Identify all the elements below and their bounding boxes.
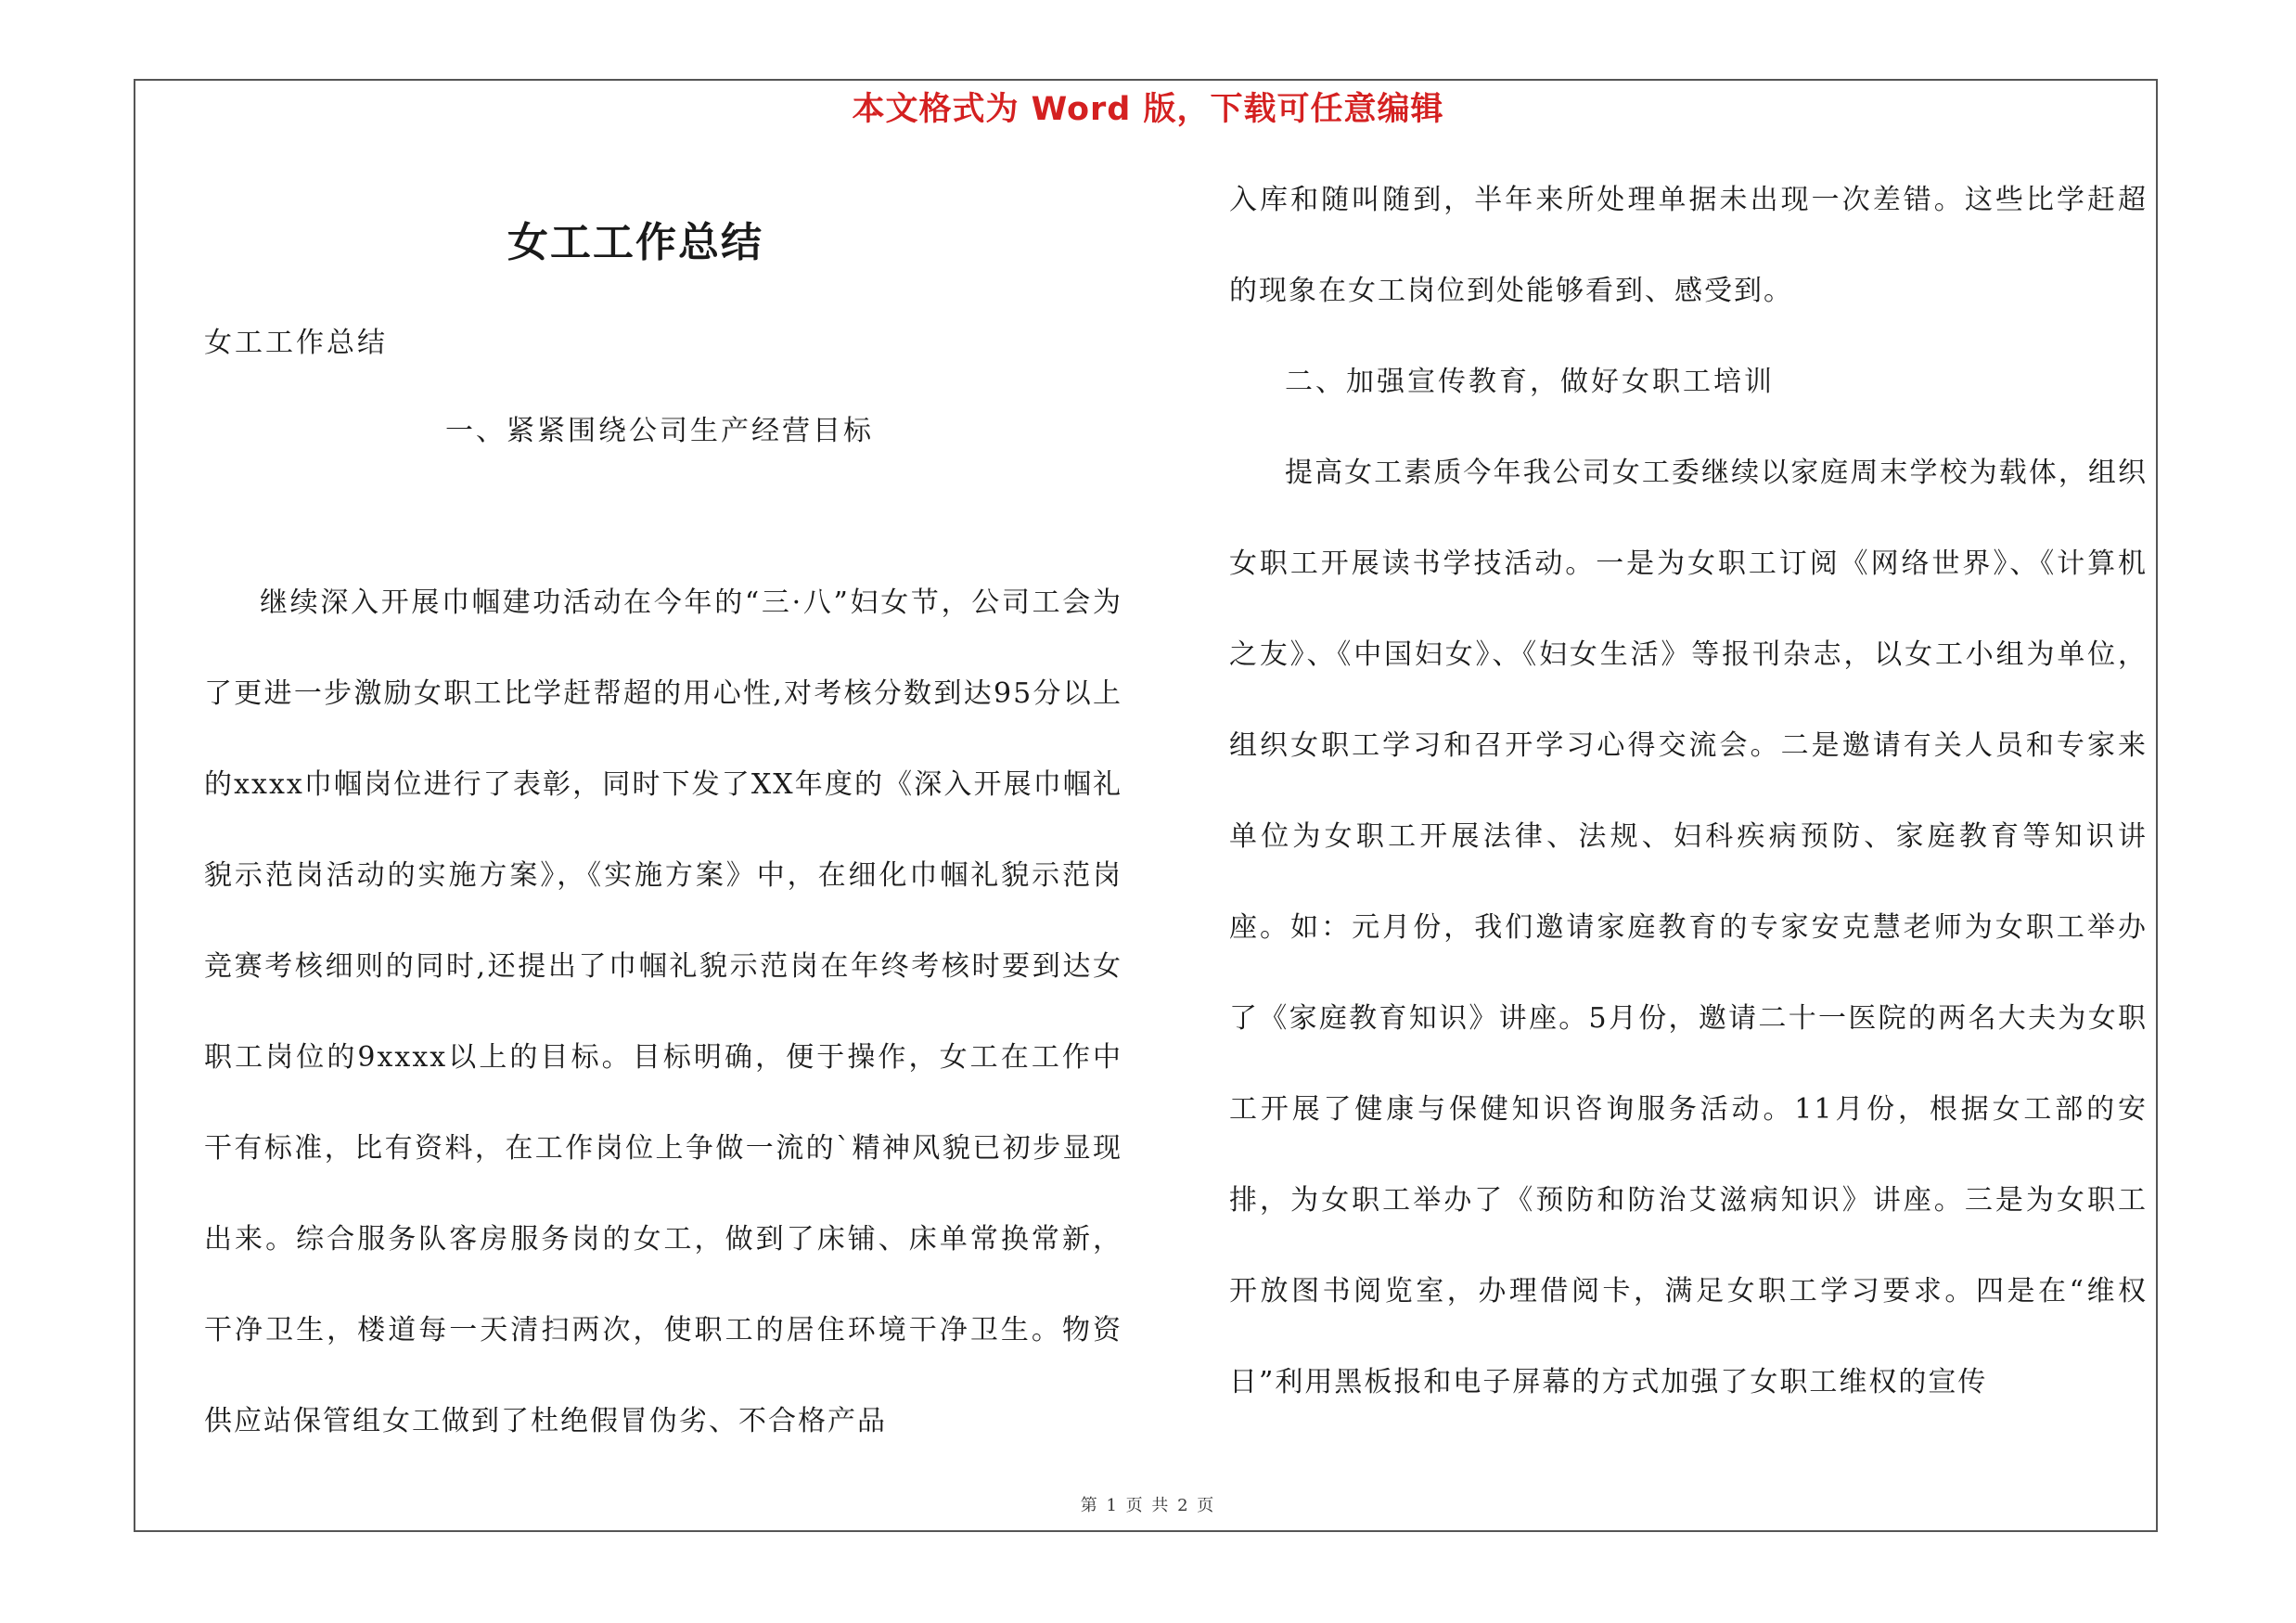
right-column bbox=[1229, 181, 2148, 1428]
section-one-heading: 一、紧紧围绕公司生产经营目标 bbox=[445, 415, 874, 447]
section-one-continuation: 入库和随叫随到，半年来所处理单据未出现一次差错。这些比学赶超的现象在女工岗位到处能够看到、感受到。 bbox=[1229, 184, 2148, 307]
page-number-footer: 第 1 页 共 2 页 bbox=[1080, 1496, 1216, 1515]
section-one-paragraph: 继续深入开展巾帼建功活动在今年的“三·八”妇女节，公司工会为了更进一步激励女职工比学赶帮超的用心性,对考核分数到达95分以上的xxxx巾帼岗位进行了表彰，同时下发了XX年度的《深入开展巾帼礼貌示范岗活动的实施方案》，《实施方案》中，在细化巾帼礼貌示范岗竞赛考核细则的同时,还提出了巾帼礼貌示范岗在年终考核时要到达女职工岗位的9xxxx以上的目标。目标明确，便于操作，女工在工作中干有标准，比有资料，在工作岗位上争做一流的`精神风貌已初步显现出来。综合服务队客房服务岗的女工，做到了床铺、床单常换常新，干净卫生，楼道每一天清扫两次，使职工的居住环境干净卫生。物资供应站保管组女工做到了杜绝假冒伪劣、不合格产品 bbox=[204, 586, 1122, 1437]
document-title: 女工工作总结 bbox=[507, 219, 763, 266]
left-column bbox=[204, 181, 1122, 1467]
section-two-paragraph: 提高女工素质今年我公司女工委继续以家庭周末学校为载体，组织女职工开展读书学技活动。一是为女职工订阅《网络世界》、《计算机之友》、《中国妇女》、《妇女生活》等报刊杂志，以女工小组为单位，组织女职工学习和召开学习心得交流会。二是邀请有关人员和专家来单位为女职工开展法律、法规、妇科疾病预防、家庭教育等知识讲座。如：元月份，我们邀请家庭教育的专家安克慧老师为女职工举办了《家庭教育知识》讲座。5月份，邀请二十一医院的两名大夫为女职工开展了健康与保健知识咨询服务活动。11月份，根据女工部的安排，为女职工举办了《预防和防治艾滋病知识》讲座。三是为女职工开放图书阅览室，办理借阅卡，满足女职工学习要求。四是在“维权日”利用黑板报和电子屏幕的方式加强了女职工维权的宣传 bbox=[1229, 457, 2148, 1398]
section-two-heading: 二、加强宣传教育，做好女职工培训 bbox=[1285, 366, 1775, 398]
document-subtitle: 女工工作总结 bbox=[204, 327, 388, 359]
format-banner: 本文格式为 Word 版，下载可任意编辑 bbox=[852, 91, 1444, 128]
